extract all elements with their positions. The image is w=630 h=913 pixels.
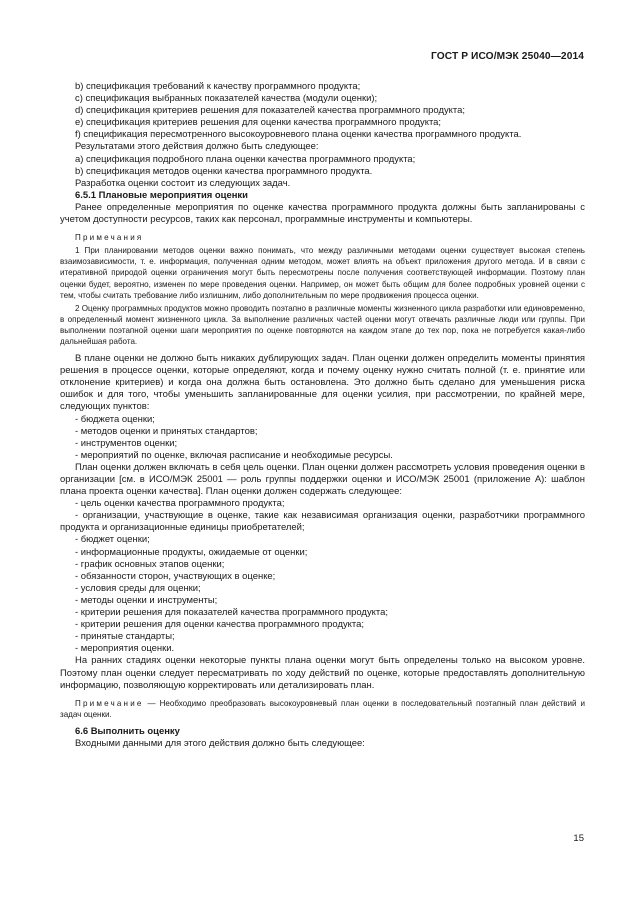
paragraph: Результатами этого действия должно быть следующее: (75, 141, 319, 153)
paragraph: Входными данными для этого действия должно быть следующее: (75, 737, 365, 749)
notes-block (60, 232, 585, 347)
section-heading-66: 6.6 Выполнить оценку (75, 725, 180, 737)
list-item: - мероприятий по оценке, включая расписание и необходимые ресурсы. (75, 449, 393, 461)
page-content (60, 81, 585, 750)
note-text: — Необходимо преобразовать высокоуровневый план оценки в последовательный поэтапный план действий и задач оценки. (60, 698, 585, 719)
list-item: - принятые стандарты; (75, 631, 175, 643)
list-item: - бюджета оценки; (75, 413, 155, 425)
list-item: - критерии решения для показателей качества программного продукта; (75, 607, 388, 619)
list-item: c) спецификация выбранных показателей качества (модули оценки); (75, 93, 378, 105)
list-item: а) спецификация подробного плана оценки качества программного продукта; (75, 153, 416, 165)
list-item: - методы оценки и инструменты; (75, 594, 218, 606)
paragraph: В плане оценки не должно быть никаких дублирующих задач. План оценки должен определить моменты принятия решения в процессе оценки, которые определяют, когда и почему оценку нужно считать полной (т. е. принятие или отклонение критериев) и когда она должна быть остановлена. Это должно быть сделано для уменьшения риска ошибок и для того, чтобы уменьшить запланированные для оценки усилия, при рассмотрении, по крайней мере, следующих пунктов: (60, 353, 585, 413)
list-item: e) спецификация критериев решения для оценки качества программного продукта; (75, 117, 442, 129)
notes-heading: Примечания (75, 233, 144, 243)
standard-header: ГОСТ Р ИСО/МЭК 25040—2014 (431, 51, 584, 62)
list-item: - обязанности сторон, участвующих в оценке; (75, 570, 276, 582)
list-item: - условия среды для оценки; (75, 582, 201, 594)
paragraph: Разработка оценки состоит из следующих задач. (75, 177, 291, 189)
list-item: - бюджет оценки; (75, 534, 150, 546)
page-number: 15 (573, 833, 584, 844)
list-item: - методов оценки и принятых стандартов; (75, 425, 258, 437)
list-item: b) спецификация методов оценки качества программного продукта. (75, 165, 373, 177)
list-item: f) спецификация пересмотренного высокоуровневого плана оценки качества программного продукта. (75, 129, 522, 141)
list-item: - организации, участвующие в оценке, такие как независимая организация оценки, разработчики программного продукта и организационные единицы приобретателей; (60, 510, 585, 534)
contents-list (60, 498, 585, 655)
note-label: Примечание (75, 698, 144, 708)
list-item: - график основных этапов оценки; (75, 558, 225, 570)
section-heading-651: 6.5.1 Плановые мероприятия оценки (75, 189, 248, 201)
list-item: - информационные продукты, ожидаемые от оценки; (75, 546, 308, 558)
list-item: - мероприятия оценки. (75, 643, 175, 655)
paragraph: Ранее определенные мероприятия по оценке качества программного продукта должны быть запланированы с учетом доступности ресурсов, таких как персонал, программные инструменты и компьютеры. (60, 201, 585, 226)
note-2: 2 Оценку программных продуктов можно проводить поэтапно в различные моменты жизненного цикла разработки или единовременно, в определенный момент жизненного цикла. За выполнение различных частей оценки могут отвечать различные люди или группы. При выполнении поэтапной оценки шаги мероприятия по оценке повторяются на каждом этапе до тех пор, пока не потребуется какая-либо дальнейшая работа. (60, 303, 585, 346)
list-item: d) спецификация критериев решения для показателей качества программного продукта; (75, 105, 466, 117)
list-item: - инструментов оценки; (75, 437, 178, 449)
list-item: b) спецификация требований к качеству программного продукта; (75, 81, 361, 92)
paragraph: План оценки должен включать в себя цель оценки. План оценки должен рассмотреть условия проведения оценки в организации [см. в ИСО/МЭК 25001 — роль группы поддержки оценки и ИСО/МЭК 25001 (приложение А): шаблон плана проекта оценки качества]. План оценки должен содержать следующее: (60, 461, 585, 498)
list-item: - критерии решения для оценки качества программного продукта; (75, 619, 365, 631)
plan-list (60, 414, 585, 462)
note-single (60, 698, 585, 720)
note-1: 1 При планировании методов оценки важно понимать, что между различными методами оценки существует высокая степень взаимозависимости, т. е. информация, полученная одним методом, может влиять на объект приложения другого метода. И в связи с итеративной природой оценки ограничения могут быть пересмотрены после получения соответствующей информации. Поэтому план оценки будет, вероятно, изменен по мере проведения оценки. Например, он может быть общим для более подробных уровней оценки с тем, чтобы считать требование либо излишним, либо дополнительным по мере продвижения процесса оценки. (60, 246, 585, 300)
list-item: - цель оценки качества программного продукта; (75, 498, 285, 510)
top-list (60, 81, 585, 190)
paragraph: На ранних стадиях оценки некоторые пункты плана оценки могут быть определены только на высоком уровне. Поэтому план оценки следует пересматривать по ходу действий по оценке, которые предоставлять дополнительную информацию, позволяющую корректировать или детализировать план. (60, 655, 585, 691)
